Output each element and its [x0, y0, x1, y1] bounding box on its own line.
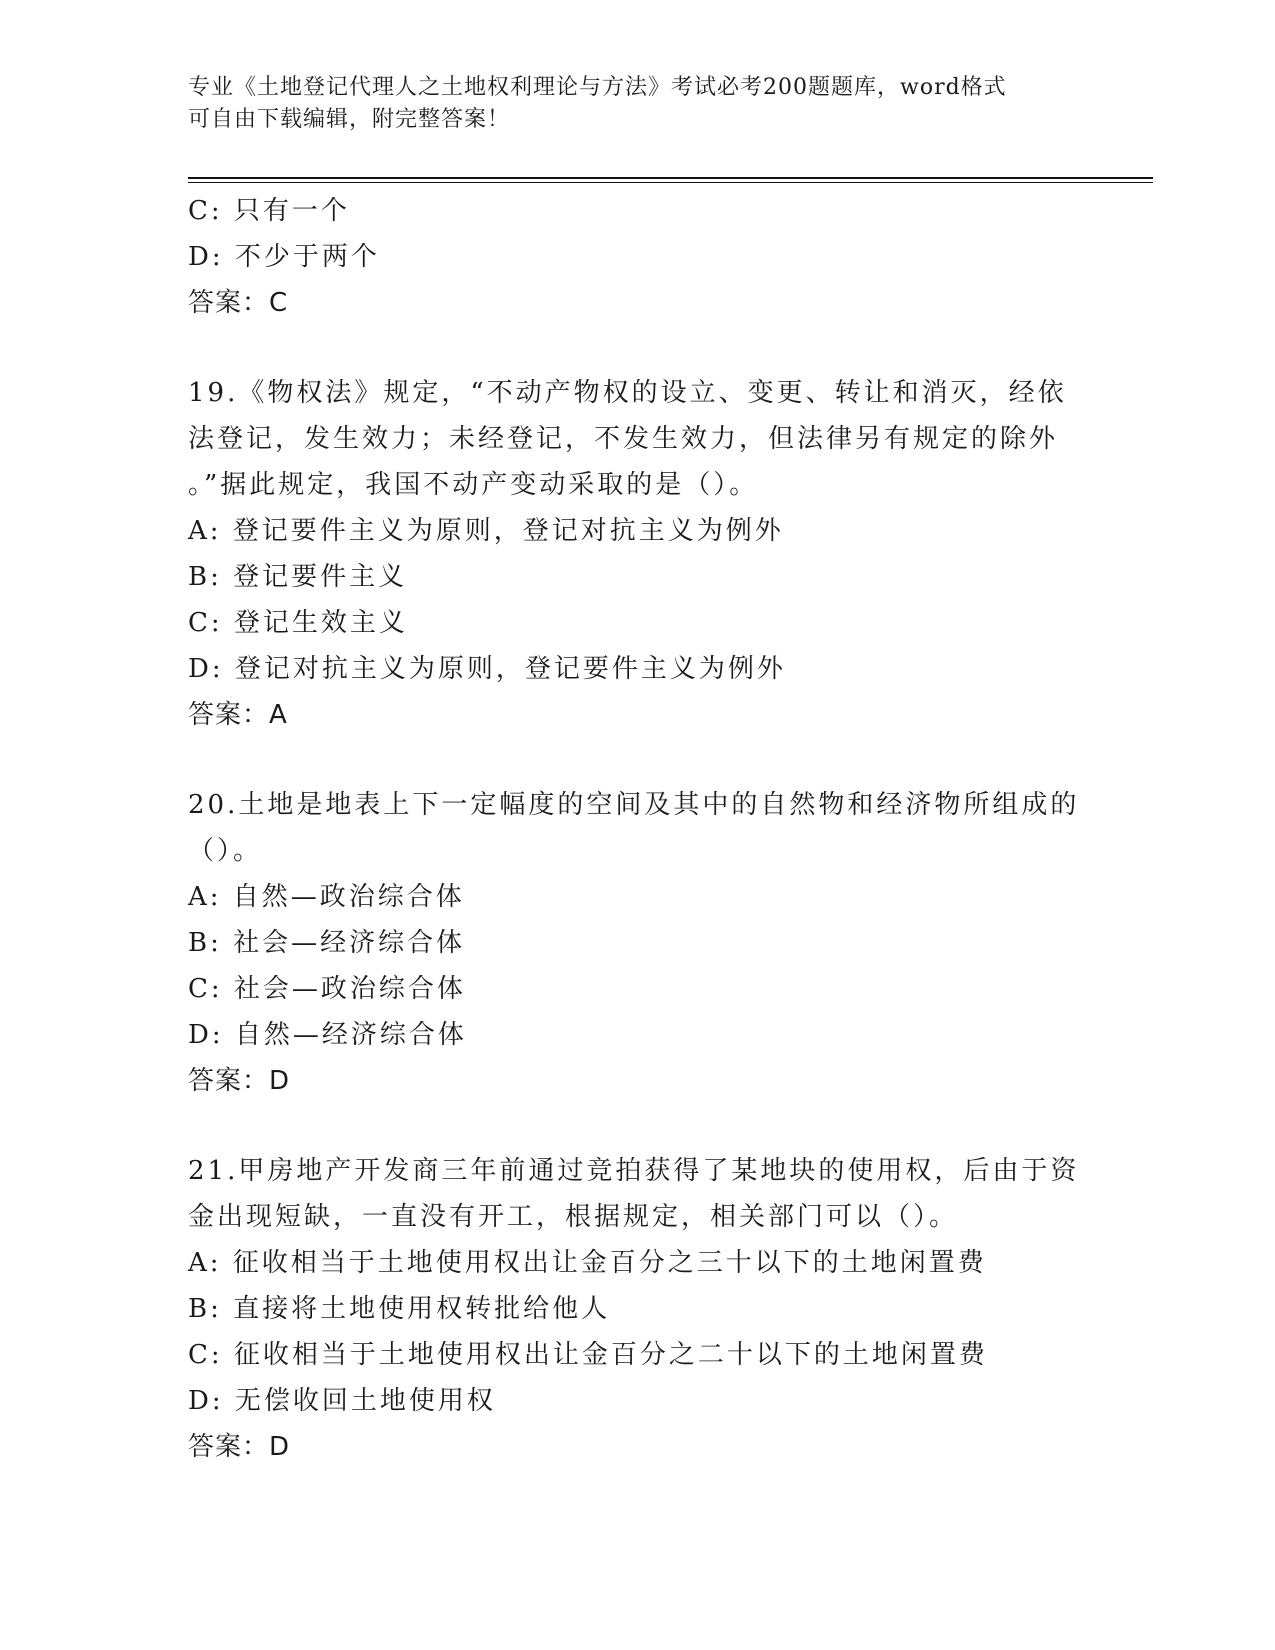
- option-d: D: 登记对抗主义为原则，登记要件主义为例外: [188, 654, 786, 684]
- option-b: B: 社会—经济综合体: [188, 928, 466, 958]
- question-19: [188, 370, 1088, 738]
- question-stem: 21.甲房地产开发商三年前通过竞拍获得了某地块的使用权，后由于资: [188, 1156, 1080, 1186]
- option-a: A: 自然—政治综合体: [188, 882, 465, 912]
- question-stem: 法登记，发生效力；未经登记，不发生效力，但法律另有规定的除外: [188, 424, 1059, 454]
- option-c: C: 社会—政治综合体: [188, 974, 466, 1004]
- question-stem: 20.土地是地表上下一定幅度的空间及其中的自然物和经济物所组成的: [188, 790, 1080, 820]
- option-a: A: 征收相当于土地使用权出让金百分之三十以下的土地闲置费: [188, 1248, 987, 1278]
- answer: 答案：D: [188, 1066, 291, 1096]
- answer: 答案：A: [188, 700, 288, 730]
- header-divider-thin: [188, 182, 1153, 183]
- header-divider-thick: [188, 177, 1153, 179]
- question-20: [188, 782, 1088, 1104]
- question-18-tail: [188, 188, 1088, 326]
- question-stem: 金出现短缺，一直没有开工，根据规定，相关部门可以（）。: [188, 1202, 959, 1232]
- document-header: [188, 72, 1088, 136]
- question-stem: 19.《物权法》规定，“不动产物权的设立、变更、转让和消灭，经依: [188, 378, 1067, 408]
- header-line-2: 可自由下载编辑，附完整答案！: [188, 107, 511, 132]
- option-c: C: 征收相当于土地使用权出让金百分之二十以下的土地闲置费: [188, 1340, 988, 1370]
- option-d: D: 自然—经济综合体: [188, 1020, 467, 1050]
- question-list: [188, 188, 1088, 1470]
- question-stem: 。”据此规定，我国不动产变动采取的是（）。: [188, 470, 759, 500]
- option-b: B: 直接将土地使用权转批给他人: [188, 1294, 611, 1324]
- option-b: B: 登记要件主义: [188, 562, 408, 592]
- question-stem: （）。: [188, 836, 263, 866]
- answer: 答案：C: [188, 288, 289, 318]
- option-c: C: 登记生效主义: [188, 608, 408, 638]
- option-c: C: 只有一个: [188, 196, 350, 226]
- header-line-1: 专业《土地登记代理人之土地权利理论与方法》考试必考200题题库，word格式: [188, 75, 1007, 100]
- option-d: D: 不少于两个: [188, 242, 380, 272]
- option-d: D: 无偿收回土地使用权: [188, 1386, 496, 1416]
- question-21: [188, 1148, 1088, 1470]
- option-a: A: 登记要件主义为原则，登记对抗主义为例外: [188, 516, 784, 546]
- answer: 答案：D: [188, 1432, 291, 1462]
